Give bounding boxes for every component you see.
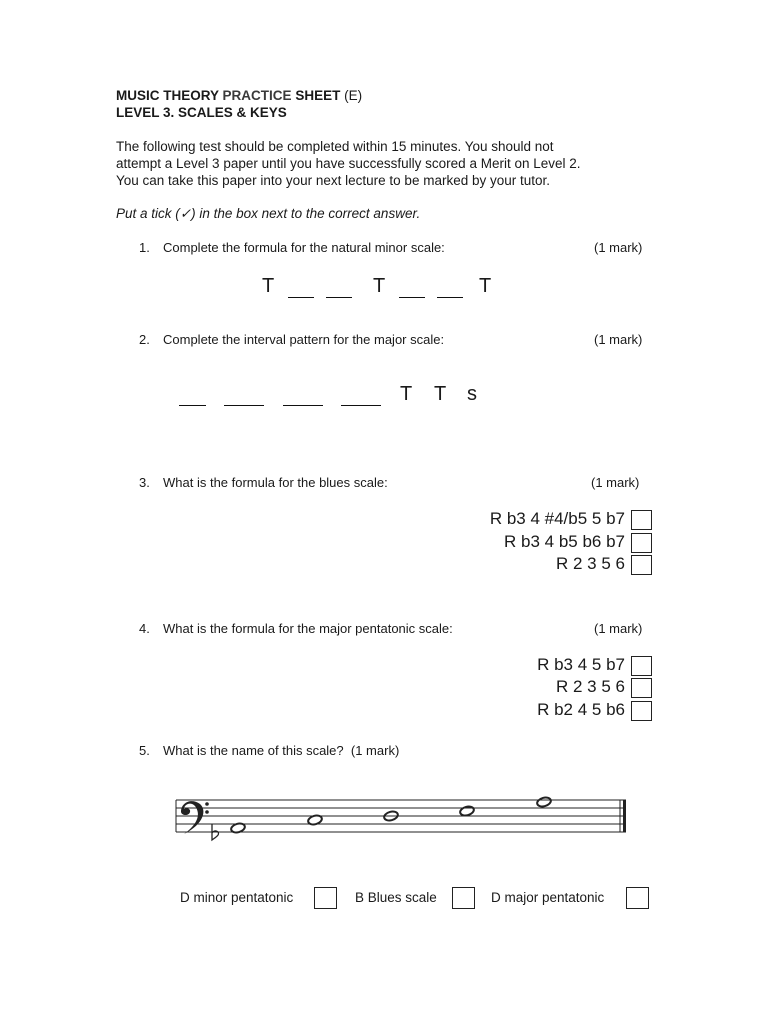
page-subtitle: LEVEL 3. SCALES & KEYS (116, 105, 287, 120)
q2-blank-1[interactable] (179, 405, 206, 406)
music-staff (170, 790, 632, 856)
q1-blank-1[interactable] (288, 297, 314, 298)
q1-blank-2[interactable] (326, 297, 352, 298)
question-3-number: 3. (139, 475, 150, 490)
q2-token-1: T (400, 383, 413, 405)
q4-option-2-label: R 2 3 5 6 (556, 677, 625, 696)
q2-token-2: T (434, 383, 447, 405)
question-2-number: 2. (139, 332, 150, 347)
q4-option-2-checkbox[interactable] (631, 678, 652, 698)
q3-option-1-label: R b3 4 #4/b5 5 b7 (489, 509, 625, 528)
intro-line-3: You can take this paper into your next lecture to be marked by your tutor. (116, 173, 551, 188)
question-5-text-main: What is the name of this scale? (163, 743, 344, 758)
intro-line-1: The following test should be completed within 15 minutes. You should not (116, 139, 554, 154)
question-3-text: What is the formula for the blues scale: (163, 475, 388, 490)
intro-line-2: attempt a Level 3 paper until you have successfully scored a Merit on Level 2. (116, 156, 581, 171)
question-5-number: 5. (139, 743, 150, 758)
q1-token-3: T (479, 275, 492, 297)
q2-token-3: s (467, 383, 478, 405)
question-2-text: Complete the interval pattern for the major scale: (163, 332, 445, 347)
q4-option-1-label: R b3 4 5 b7 (537, 655, 625, 674)
q1-token-1: T (262, 275, 275, 297)
q3-option-2-label: R b3 4 b5 b6 b7 (504, 532, 625, 551)
question-1-mark: (1 mark) (594, 240, 643, 255)
title-part-music-theory: MUSIC THEORY (116, 88, 219, 103)
question-5-mark: (1 mark) (350, 743, 400, 758)
q5-choice-2-checkbox[interactable] (452, 887, 475, 909)
question-1-number: 1. (139, 240, 150, 255)
q1-token-2: T (373, 275, 386, 297)
page-title (116, 88, 362, 103)
bass-clef-icon (181, 801, 209, 834)
q5-choice-3-label: D major pentatonic (491, 890, 605, 905)
title-part-version: (E) (344, 88, 363, 103)
q4-option-3-label: R b2 4 5 b6 (537, 700, 625, 719)
q2-blank-4[interactable] (341, 405, 381, 406)
question-5-text (163, 743, 399, 758)
q3-option-3-label: R 2 3 5 6 (556, 554, 625, 573)
question-4-number: 4. (139, 621, 150, 636)
note-5 (536, 796, 552, 808)
title-part-sheet: SHEET (295, 88, 341, 103)
q5-choice-1-checkbox[interactable] (314, 887, 337, 909)
q3-option-3-checkbox[interactable] (631, 555, 652, 575)
question-4-mark: (1 mark) (594, 621, 643, 636)
title-part-practice: PRACTICE (222, 88, 292, 103)
q2-blank-2[interactable] (224, 405, 264, 406)
q1-blank-4[interactable] (437, 297, 463, 298)
q5-choice-3-checkbox[interactable] (626, 887, 649, 909)
q3-option-1-checkbox[interactable] (631, 510, 652, 530)
instruction: Put a tick (✓) in the box next to the correct answer. (116, 206, 421, 221)
q5-choice-1-label: D minor pentatonic (180, 890, 294, 905)
q3-option-2-checkbox[interactable] (631, 533, 652, 553)
q5-choice-2-label: B Blues scale (355, 890, 437, 905)
q1-blank-3[interactable] (399, 297, 425, 298)
question-2-mark: (1 mark) (594, 332, 643, 347)
scale-notes (230, 796, 554, 834)
q4-option-3-checkbox[interactable] (631, 701, 652, 721)
q4-option-1-checkbox[interactable] (631, 656, 652, 676)
question-1-text: Complete the formula for the natural minor scale: (163, 240, 445, 255)
q2-blank-3[interactable] (283, 405, 323, 406)
question-4-text: What is the formula for the major pentatonic scale: (163, 621, 453, 636)
note-4 (459, 805, 475, 817)
question-3-mark: (1 mark) (591, 475, 640, 490)
